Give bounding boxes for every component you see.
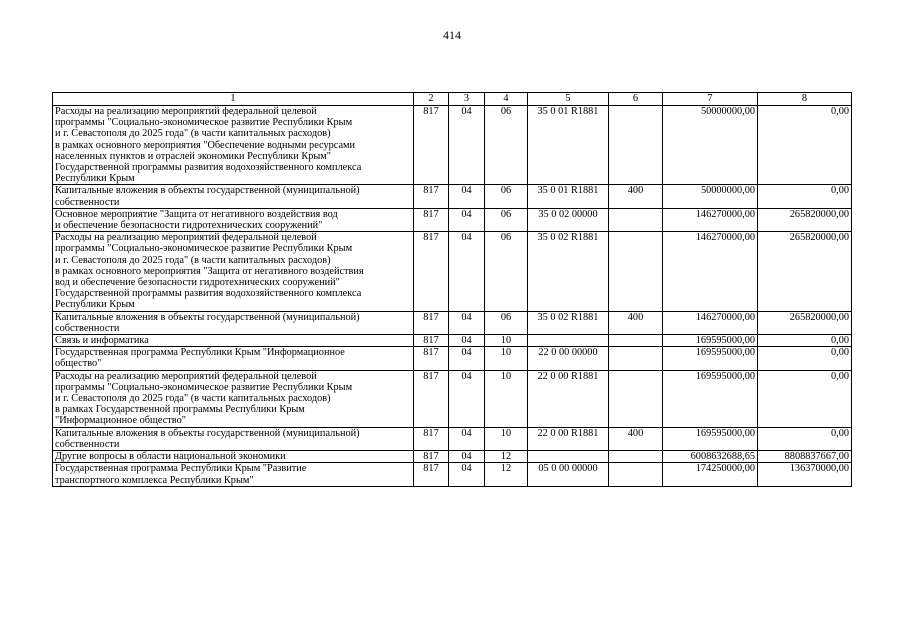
row-name-cell — [53, 427, 414, 450]
row-name-cell — [53, 463, 414, 486]
expense-type-cell — [609, 451, 663, 463]
target-article-cell: 05 0 00 00000 — [528, 463, 609, 486]
column-header: 5 — [528, 93, 609, 106]
ministry-code-cell: 817 — [414, 185, 449, 208]
row-name-cell — [53, 232, 414, 311]
amount-year1-cell: 174250000,00 — [663, 463, 758, 486]
amount-year2-cell: 136370000,00 — [758, 463, 852, 486]
budget-table — [52, 92, 852, 487]
subsection-code-cell: 06 — [485, 185, 528, 208]
row-name-line: в рамках основного мероприятия "Обеспечение водными ресурсами — [55, 139, 356, 151]
section-code-cell: 04 — [449, 208, 485, 231]
subsection-code-cell: 10 — [485, 427, 528, 450]
expense-type-cell — [609, 463, 663, 486]
row-name-line: Капитальные вложения в объекты государственной (муниципальной) — [55, 311, 360, 323]
subsection-code-cell: 06 — [485, 232, 528, 311]
ministry-code-cell: 817 — [414, 106, 449, 185]
amount-year2-cell: 0,00 — [758, 370, 852, 427]
amount-year2-cell: 265820000,00 — [758, 232, 852, 311]
subsection-code-cell: 06 — [485, 208, 528, 231]
subsection-code-cell: 06 — [485, 311, 528, 334]
expense-type-cell — [609, 347, 663, 370]
ministry-code-cell: 817 — [414, 347, 449, 370]
target-article-cell: 35 0 02 R1881 — [528, 311, 609, 334]
column-header: 6 — [609, 93, 663, 106]
target-article-cell: 35 0 01 R1881 — [528, 185, 609, 208]
table-row — [53, 185, 852, 208]
amount-year1-cell: 146270000,00 — [663, 232, 758, 311]
row-name-line: населенных пунктов и отраслей экономики Республики Крым" — [55, 150, 332, 162]
amount-year2-cell: 265820000,00 — [758, 208, 852, 231]
table-row — [53, 311, 852, 334]
row-name-line: и г. Севастополя до 2025 года" (в части капитальных расходов) — [55, 128, 331, 140]
row-name-line: в рамках основного мероприятия "Защита от негативного воздействия — [55, 265, 364, 277]
subsection-code-cell: 10 — [485, 347, 528, 370]
expense-type-cell: 400 — [609, 185, 663, 208]
subsection-code-cell: 12 — [485, 463, 528, 486]
expense-type-cell — [609, 208, 663, 231]
amount-year1-cell: 169595000,00 — [663, 370, 758, 427]
row-name-line: Основное мероприятие "Защита от негативного воздействия вод — [55, 208, 338, 220]
target-article-cell — [528, 335, 609, 347]
amount-year1-cell: 6008632688,65 — [663, 451, 758, 463]
amount-year1-cell: 146270000,00 — [663, 311, 758, 334]
target-article-cell: 22 0 00 00000 — [528, 347, 609, 370]
subsection-code-cell: 10 — [485, 370, 528, 427]
row-name-line: программы "Социально-экономическое развитие Республики Крым — [55, 117, 353, 129]
expense-type-cell: 400 — [609, 427, 663, 450]
amount-year1-cell: 169595000,00 — [663, 427, 758, 450]
column-header: 4 — [485, 93, 528, 106]
column-header: 8 — [758, 93, 852, 106]
row-name-line: собственности — [55, 196, 120, 208]
subsection-code-cell: 06 — [485, 106, 528, 185]
column-header: 3 — [449, 93, 485, 106]
table-row — [53, 347, 852, 370]
table-row — [53, 208, 852, 231]
section-code-cell: 04 — [449, 106, 485, 185]
amount-year2-cell: 8808837667,00 — [758, 451, 852, 463]
row-name-line: собственности — [55, 438, 120, 450]
amount-year2-cell: 0,00 — [758, 427, 852, 450]
amount-year2-cell: 0,00 — [758, 335, 852, 347]
row-name-cell — [53, 451, 414, 463]
section-code-cell: 04 — [449, 185, 485, 208]
table-row — [53, 451, 852, 463]
row-name-line: вод и обеспечение безопасности гидротехнических сооружений" — [55, 277, 340, 289]
column-header: 1 — [53, 93, 414, 106]
row-name-line: Расходы на реализацию мероприятий федеральной целевой — [55, 370, 317, 382]
row-name-line: программы "Социально-экономическое развитие Республики Крым — [55, 243, 353, 255]
row-name-line: Расходы на реализацию мероприятий федеральной целевой — [55, 106, 317, 117]
subsection-code-cell: 10 — [485, 335, 528, 347]
expense-type-cell — [609, 370, 663, 427]
row-name-line: Государственной программы развития водохозяйственного комплекса — [55, 162, 362, 174]
row-name-line: Капитальные вложения в объекты государственной (муниципальной) — [55, 427, 360, 439]
ministry-code-cell: 817 — [414, 451, 449, 463]
section-code-cell: 04 — [449, 347, 485, 370]
ministry-code-cell: 817 — [414, 370, 449, 427]
amount-year2-cell: 265820000,00 — [758, 311, 852, 334]
amount-year1-cell: 50000000,00 — [663, 106, 758, 185]
ministry-code-cell: 817 — [414, 208, 449, 231]
target-article-cell: 22 0 00 R1881 — [528, 370, 609, 427]
row-name-cell — [53, 311, 414, 334]
section-code-cell: 04 — [449, 335, 485, 347]
amount-year2-cell: 0,00 — [758, 347, 852, 370]
section-code-cell: 04 — [449, 311, 485, 334]
row-name-line: Государственная программа Республики Крым "Информационное — [55, 347, 345, 359]
amount-year1-cell: 169595000,00 — [663, 335, 758, 347]
amount-year2-cell: 0,00 — [758, 106, 852, 185]
amount-year2-cell: 0,00 — [758, 185, 852, 208]
row-name-cell — [53, 335, 414, 347]
row-name-line: Государственной программы развития водохозяйственного комплекса — [55, 288, 362, 300]
row-name-line: общество" — [55, 358, 102, 370]
row-name-line: и г. Севастополя до 2025 года" (в части капитальных расходов) — [55, 254, 331, 266]
amount-year1-cell: 169595000,00 — [663, 347, 758, 370]
row-name-cell — [53, 106, 414, 185]
expense-type-cell — [609, 106, 663, 185]
page-number: 414 — [443, 28, 461, 42]
amount-year1-cell: 50000000,00 — [663, 185, 758, 208]
target-article-cell — [528, 451, 609, 463]
ministry-code-cell: 817 — [414, 427, 449, 450]
ministry-code-cell: 817 — [414, 311, 449, 334]
row-name-line: Расходы на реализацию мероприятий федеральной целевой — [55, 232, 317, 244]
row-name-line: Связь и информатика — [55, 335, 149, 347]
row-name-line: Капитальные вложения в объекты государственной (муниципальной) — [55, 185, 360, 197]
table-row — [53, 463, 852, 486]
column-header: 7 — [663, 93, 758, 106]
ministry-code-cell: 817 — [414, 463, 449, 486]
row-name-line: в рамках Государственной программы Республики Крым — [55, 404, 305, 416]
row-name-cell — [53, 185, 414, 208]
ministry-code-cell: 817 — [414, 335, 449, 347]
section-code-cell: 04 — [449, 370, 485, 427]
row-name-line: и г. Севастополя до 2025 года" (в части капитальных расходов) — [55, 393, 331, 405]
row-name-cell — [53, 347, 414, 370]
target-article-cell: 22 0 00 R1881 — [528, 427, 609, 450]
column-number-row — [53, 93, 852, 106]
ministry-code-cell: 817 — [414, 232, 449, 311]
section-code-cell: 04 — [449, 451, 485, 463]
row-name-cell — [53, 208, 414, 231]
subsection-code-cell: 12 — [485, 451, 528, 463]
row-name-line: программы "Социально-экономическое развитие Республики Крым — [55, 381, 353, 393]
row-name-line: Государственная программа Республики Крым "Развитие — [55, 463, 307, 475]
row-name-cell — [53, 370, 414, 427]
row-name-line: Республики Крым — [55, 299, 135, 311]
expense-type-cell — [609, 335, 663, 347]
table-row — [53, 370, 852, 427]
table-body — [53, 106, 852, 487]
section-code-cell: 04 — [449, 232, 485, 311]
row-name-line: Республики Крым — [55, 173, 135, 185]
row-name-line: транспортного комплекса Республики Крым" — [55, 474, 254, 486]
table-row — [53, 106, 852, 185]
expense-type-cell: 400 — [609, 311, 663, 334]
row-name-line: собственности — [55, 322, 120, 334]
row-name-line: "Информационное общество" — [55, 415, 186, 427]
table-row — [53, 335, 852, 347]
target-article-cell: 35 0 01 R1881 — [528, 106, 609, 185]
column-header: 2 — [414, 93, 449, 106]
row-name-line: и обеспечение безопасности гидротехнических сооружений" — [55, 220, 323, 232]
amount-year1-cell: 146270000,00 — [663, 208, 758, 231]
table-row — [53, 232, 852, 311]
target-article-cell: 35 0 02 00000 — [528, 208, 609, 231]
expense-type-cell — [609, 232, 663, 311]
table-row — [53, 427, 852, 450]
target-article-cell: 35 0 02 R1881 — [528, 232, 609, 311]
row-name-line: Другие вопросы в области национальной экономики — [55, 451, 286, 463]
section-code-cell: 04 — [449, 427, 485, 450]
section-code-cell: 04 — [449, 463, 485, 486]
